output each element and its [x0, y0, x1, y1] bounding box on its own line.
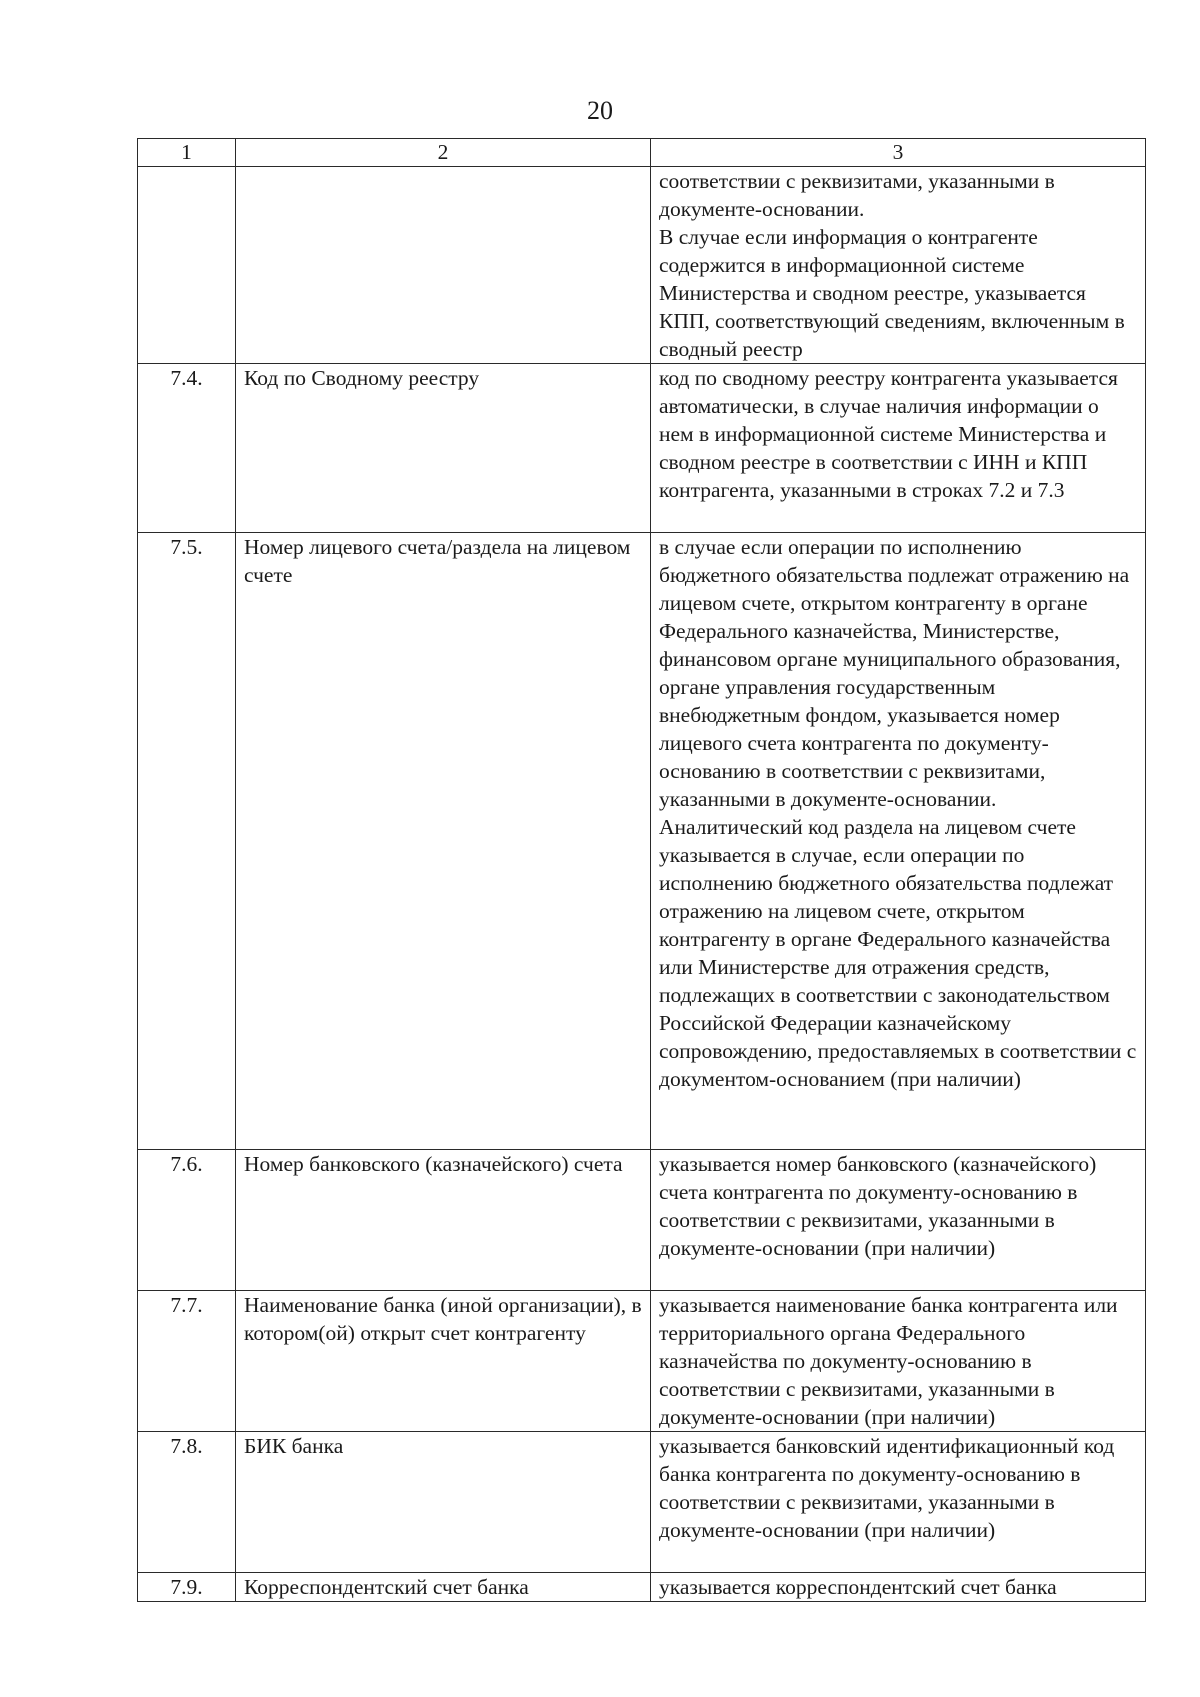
field-name: Номер банковского (казначейского) счета: [236, 1150, 651, 1291]
description-paragraph: указывается корреспондентский счет банка: [659, 1575, 1057, 1599]
table-row: [138, 1432, 1146, 1573]
description-paragraph: указывается банковский идентификационный код банка контрагента по документу-основанию в соответствии с реквизитами, указанными в документе-основании (при наличии): [659, 1434, 1115, 1542]
row-number: 7.7.: [138, 1291, 236, 1432]
table-row: [138, 1573, 1146, 1602]
field-description: [651, 1432, 1146, 1573]
field-description: [651, 364, 1146, 533]
requisites-table: [137, 138, 1146, 1602]
table-row: [138, 1291, 1146, 1432]
description-paragraph: код по сводному реестру контрагента указывается автоматически, в случае наличия информации о нем в информационной системе Министерства и сводном реестре в соответствии с ИНН и КПП контрагента, указанными в строках 7.2 и 7.3: [659, 366, 1118, 502]
field-name: Наименование банка (иной организации), в котором(ой) открыт счет контрагенту: [236, 1291, 651, 1432]
column-header: 3: [651, 139, 1146, 167]
field-name: Номер лицевого счета/раздела на лицевом счете: [236, 533, 651, 1150]
field-description: [651, 167, 1146, 364]
field-description: [651, 1291, 1146, 1432]
description-paragraph: В случае если информация о контрагенте содержится в информационной системе Министерства и сводном реестре, указывается КПП, соответствующий сведениям, включенным в сводный реестр: [659, 225, 1125, 361]
field-description: [651, 1573, 1146, 1602]
field-description: [651, 1150, 1146, 1291]
field-name: Корреспондентский счет банка: [236, 1573, 651, 1602]
column-header: 1: [138, 139, 236, 167]
field-description: [651, 533, 1146, 1150]
column-header: 2: [236, 139, 651, 167]
row-number: 7.4.: [138, 364, 236, 533]
table-header-row: [138, 139, 1146, 167]
row-number: 7.9.: [138, 1573, 236, 1602]
field-name: Код по Сводному реестру: [236, 364, 651, 533]
row-number: [138, 167, 236, 364]
table-row: [138, 533, 1146, 1150]
description-paragraph: указывается номер банковского (казначейского) счета контрагента по документу-основанию в соответствии с реквизитами, указанными в документе-основании (при наличии): [659, 1152, 1097, 1260]
table-row: [138, 1150, 1146, 1291]
description-paragraph: указывается наименование банка контрагента или территориального органа Федерального казначейства по документу-основанию в соответствии с реквизитами, указанными в документе-основании (при наличии): [659, 1293, 1118, 1429]
field-name: БИК банка: [236, 1432, 651, 1573]
field-name: [236, 167, 651, 364]
page-number: 20: [587, 96, 613, 125]
description-paragraph: соответствии с реквизитами, указанными в документе-основании.: [659, 169, 1055, 221]
description-paragraph: Аналитический код раздела на лицевом счете указывается в случае, если операции по исполнению бюджетного обязательства подлежат отражению на лицевом счете, открытом контрагенту в органе Федерального казначейства или Министерстве для отражения средств, подлежащих в соответствии с законодательством Российской Федерации казначейскому сопровождению, предоставляемых в соответствии с документом-основанием (при наличии): [659, 815, 1137, 1091]
row-number: 7.8.: [138, 1432, 236, 1573]
table-row: [138, 364, 1146, 533]
description-paragraph: в случае если операции по исполнению бюджетного обязательства подлежат отражению на лицевом счете, открытом контрагенту в органе Федерального казначейства, Министерстве, финансовом органе муниципального образования, органе управления государственным внебюджетным фондом, указывается номер лицевого счета контрагента по документу-основанию в соответствии с реквизитами, указанными в документе-основании.: [659, 535, 1130, 811]
row-number: 7.5.: [138, 533, 236, 1150]
row-number: 7.6.: [138, 1150, 236, 1291]
table-row: [138, 167, 1146, 364]
